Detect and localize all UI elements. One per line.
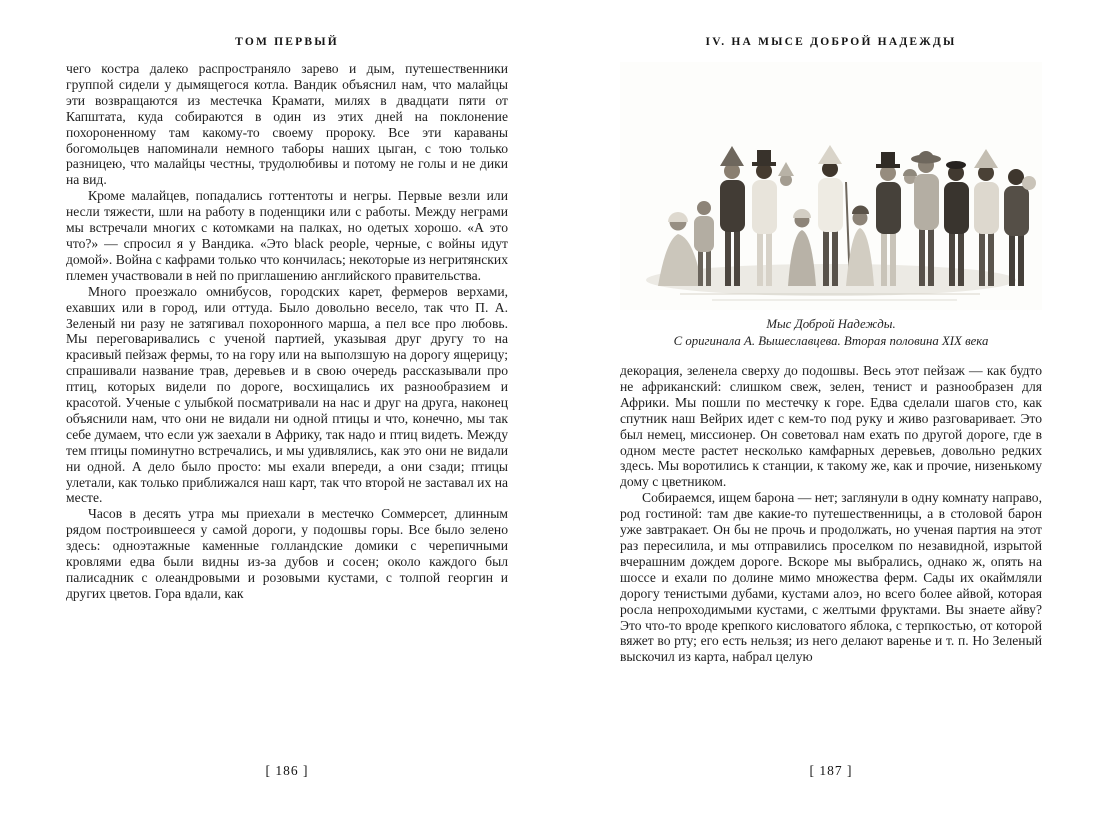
paragraph: декорация, зеленела сверху до подошвы. Весь этот пейзаж — как будто не африканский: слишком свеж, зелен, тенист и разнообразен для Африки. Мы пошли по местечку к горе. Едва сделали шагов сто, как спутник наш Вейрих идет с кем-то под руку и живо разговаривает. Это был немец, миссионер. Он советовал нам ехать по другой дороге, где в одном месте растет несколько камфарных деревьев, довольно редких здесь. Мы воротились к станции, к такому же, как и прочие, низенькому дому с цветником.: [620, 363, 1042, 490]
engraving-figures-icon: [620, 62, 1042, 310]
paragraph: Много проезжало омнибусов, городских карет, фермеров верхами, ехавших или в город, или оттуда. Было довольно весело, так что П. А. Зеленый ни разу не затягивал похоронного марша, а пел все про любовь. Мы переговаривались с ученой партией, указывая друг другу то на красивый пейзаж фермы, то на гору или на выползшую на дорогу ящерицу; спрашивали название трав, деревьев и в свою очередь рассказывали про птиц, которых видели по дороге, восхищались их разнообразием и красотой. Ученые с улыбкой посматривали на нас и друг на друга, наконец объяснили нам, что они не видали ни одной птицы и что, конечно, мы так себе думаем, что если уж заехали в Африку, так надо и птиц видеть. Между тем птицы поминутно встречались, и мы удивлялись, как это они не видали ни одной. А дело было просто: мы ехали впереди, а они сзади; птицы улетали, как только приближался наш карт, так что второй не заставал их на месте.: [66, 283, 508, 506]
running-head-left: ТОМ ПЕРВЫЙ: [235, 36, 339, 48]
running-head-right: IV. НА МЫСЕ ДОБРОЙ НАДЕЖДЫ: [705, 36, 957, 48]
paragraph: чего костра далеко распространяло зарево и дым, путешественники группой сидели у дымящегося котла. Вандик объяснил нам, что малайцы эти возвращаются из местечка Крамати, милях в двадцати пяти от Капштата, куда собираются в один из этих дней на поклонение похороненному там какому-то своему пророку. Все эти караваны богомольцев напоминали немного таборы наших цыган, с тою только разницею, что малайцы честны, трудолюбивы и потому не голы и не дики на вид.: [66, 61, 508, 188]
paragraph: Часов в десять утра мы приехали в местечко Соммерсет, длинным рядом построившееся у самой дороги, у подошвы горы. Все было зелено здесь: одноэтажные каменные голландские домики с черепичными кровлями едва были видны из-за дубов и сосен; около каждого был палисадник с олеандровыми и розовыми кустами, с толпой георгин и других цветов. Гора вдали, как: [66, 506, 508, 601]
paragraph: Собираемся, ищем барона — нет; заглянули в одну комнату направо, род гостиной: там две какие-то путешественницы, а в столовой барон уже завтракает. Он бы не прочь и продолжать, но ученая партия на этот раз пересилила, и мы отправились проселком по незавидной, изрытой вчерашним дождем дороге. Вскоре мы выбрались, однако ж, опять на шоссе и ехали по долине мимо множества ферм. Сады их окаймляли дорогу тенистыми дубами, кустами алоэ, но всего более айвой, которая росла непроходимыми кустами, с желтыми фруктами. Вы знаете айву? Это что-то вроде крепкого кисловатого яблока, с терпкостью, от которой вяжет во рту; его есть нельзя; из него делают варенье и т. п. Но Зеленый выскочил из карта, набрал целую: [620, 490, 1042, 665]
illustration-caption: [620, 316, 1042, 350]
paragraph: Кроме малайцев, попадались готтентоты и негры. Первые везли или несли тяжести, шли на работу в поденщики или с работы. Между неграми мы встречали многих с котомками на палках, но одетых хорошо. «А это что?» — спросил я у Вандика. «Это black people, черные, с войны идут домой». Война с кафрами только что кончилась; некоторые из негритянских племен участвовали в ней по приглашению английского правительства.: [66, 188, 508, 283]
left-text-block: [66, 61, 508, 602]
page-number-right: [ 187 ]: [809, 763, 853, 778]
caption-line: Мыс Доброй Надежды.: [766, 317, 896, 331]
page-right: [620, 0, 1042, 825]
caption-line: С оригинала А. Вышеславцева. Вторая половина XIX века: [673, 334, 989, 348]
page-number-left: [ 186 ]: [265, 763, 309, 778]
engraving-illustration: [620, 62, 1042, 310]
right-text-block: [620, 363, 1042, 665]
page-left: [66, 0, 508, 825]
